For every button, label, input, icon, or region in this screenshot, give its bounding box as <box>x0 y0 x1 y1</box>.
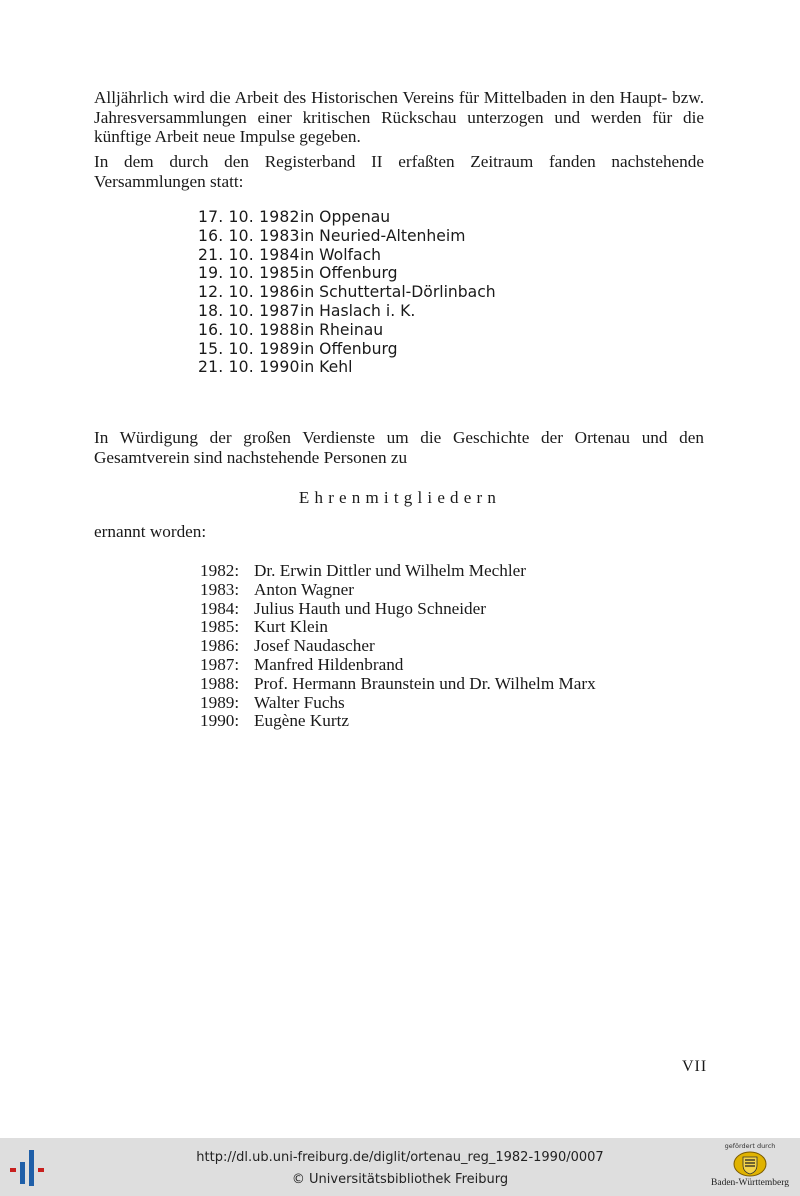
member-names: Josef Naudascher <box>254 636 375 656</box>
meetings-list <box>198 208 496 377</box>
member-names: Julius Hauth und Hugo Schneider <box>254 598 487 618</box>
member-year: 1984: <box>200 598 240 618</box>
meeting-date: 21. 10. 1984 <box>198 245 300 264</box>
member-names: Prof. Hermann Braunstein und Dr. Wilhelm Marx <box>254 673 596 693</box>
permalink-url[interactable]: http://dl.ub.uni-freiburg.de/diglit/ortenau_reg_1982-1990/0007 <box>196 1150 604 1165</box>
meeting-place: in Offenburg <box>300 339 398 358</box>
sponsor-bottom-text: Baden-Württemberg <box>711 1178 789 1188</box>
member-names: Kurt Klein <box>254 617 328 637</box>
list-item <box>200 694 596 713</box>
member-year: 1987: <box>200 654 240 674</box>
list-item <box>198 246 496 265</box>
meeting-date: 21. 10. 1990 <box>198 358 300 377</box>
list-item <box>200 712 596 731</box>
member-year: 1986: <box>200 636 240 656</box>
intro-paragraph: Alljährlich wird die Arbeit des Historischen Vereins für Mittelbaden in den Haupt- bzw. Jahresversammlungen einer kritischen Rückschau unterzogen und werden für die künftige Arbeit neue Impulse gegeben. <box>94 88 704 146</box>
list-item <box>200 581 596 600</box>
member-year: 1988: <box>200 673 240 693</box>
list-item <box>198 321 496 340</box>
member-names: Walter Fuchs <box>254 692 345 712</box>
meeting-date: 12. 10. 1986 <box>198 283 300 302</box>
member-names: Manfred Hildenbrand <box>254 654 404 674</box>
member-year: 1983: <box>200 579 240 599</box>
list-item <box>198 340 496 359</box>
list-item <box>198 283 496 302</box>
meeting-date: 17. 10. 1982 <box>198 208 300 226</box>
list-item <box>200 562 596 581</box>
list-item <box>200 600 596 619</box>
meetings-intro-paragraph: In dem durch den Registerband II erfaßten Zeitraum fanden nachstehende Versammlungen statt: <box>94 152 704 191</box>
meeting-place: in Haslach i. K. <box>300 301 416 320</box>
member-year: 1985: <box>200 617 240 637</box>
meeting-place: in Offenburg <box>300 264 398 283</box>
baden-wuerttemberg-crest-icon <box>733 1151 767 1177</box>
honor-heading: Ehrenmitgliedern <box>298 488 502 507</box>
meeting-place: in Wolfach <box>300 245 382 264</box>
meeting-date: 18. 10. 1987 <box>198 301 300 320</box>
meeting-date: 15. 10. 1989 <box>198 339 300 358</box>
list-item <box>198 358 496 377</box>
list-item <box>198 264 496 283</box>
copyright-text: © Universitätsbibliothek Freiburg <box>291 1172 509 1187</box>
meeting-date: 16. 10. 1983 <box>198 226 300 245</box>
honorary-members-list <box>200 562 596 731</box>
sponsor-badge <box>710 1142 790 1194</box>
member-year: 1989: <box>200 692 240 712</box>
meeting-place: in Oppenau <box>300 208 391 226</box>
footer-bar <box>0 1138 800 1196</box>
list-item <box>200 637 596 656</box>
member-names: Dr. Erwin Dittler und Wilhelm Mechler <box>254 561 527 580</box>
sponsor-top-text: gefördert durch <box>724 1142 776 1150</box>
member-names: Anton Wagner <box>254 579 354 599</box>
list-item <box>200 675 596 694</box>
list-item <box>198 208 496 227</box>
meeting-date: 19. 10. 1985 <box>198 264 300 283</box>
page-number: VII <box>682 1058 708 1075</box>
list-item <box>200 618 596 637</box>
meeting-place: in Rheinau <box>300 320 384 339</box>
member-year: 1990: <box>200 711 240 731</box>
list-item <box>200 656 596 675</box>
honor-intro-paragraph: In Würdigung der großen Verdienste um die Geschichte der Ortenau und den Gesamtverein sind nachstehende Personen zu <box>94 428 704 467</box>
member-year: 1982: <box>200 561 240 580</box>
meeting-place: in Schuttertal-Dörlinbach <box>300 283 496 302</box>
meeting-place: in Neuried-Altenheim <box>300 226 466 245</box>
meeting-date: 16. 10. 1988 <box>198 320 300 339</box>
meeting-place: in Kehl <box>300 358 353 377</box>
list-item <box>198 302 496 321</box>
member-names: Eugène Kurtz <box>254 711 349 731</box>
list-item <box>198 227 496 246</box>
honor-outro-paragraph: ernannt worden: <box>94 522 207 541</box>
